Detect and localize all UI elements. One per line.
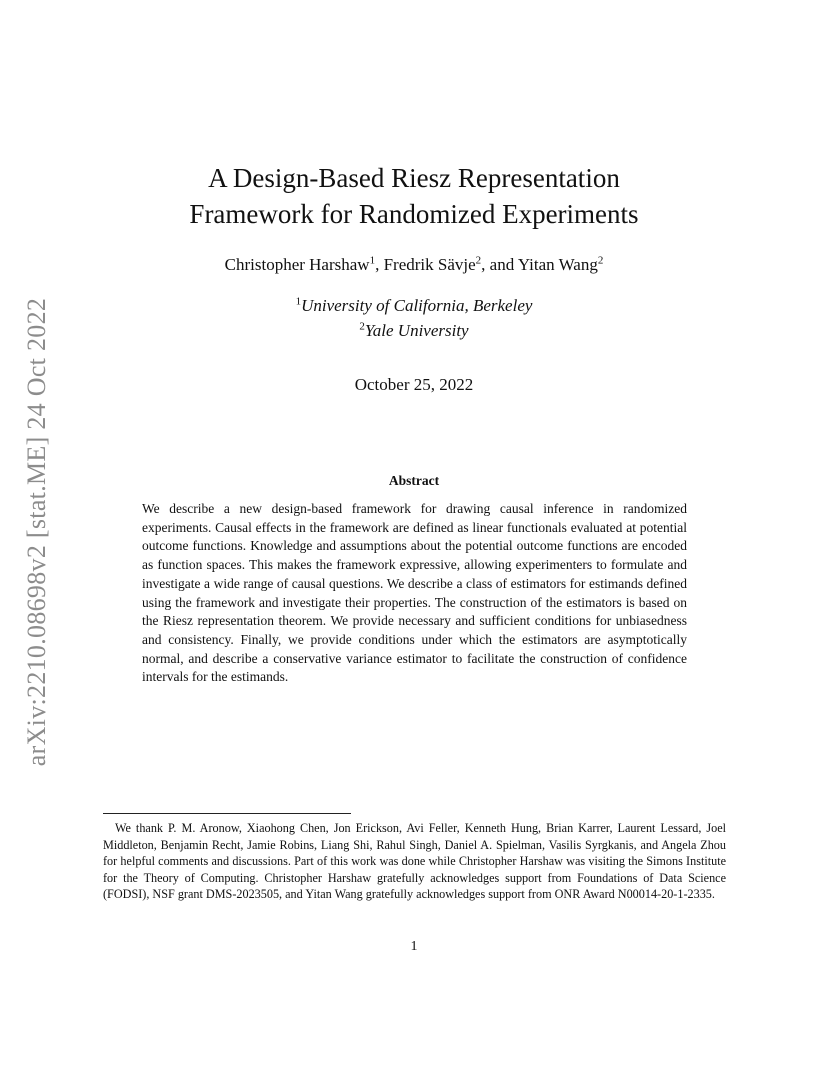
affiliation-2	[0, 320, 828, 342]
author-list	[0, 254, 828, 276]
affiliation-name: University of California, Berkeley	[301, 296, 533, 315]
paper-title	[0, 160, 828, 232]
author-separator: , and	[481, 255, 518, 274]
acknowledgement-footnote: We thank P. M. Aronow, Xiaohong Chen, Jon Erickson, Avi Feller, Kenneth Hung, Brian Karrer, Laurent Lessard, Joel Middleton, Benjamin Recht, Jamie Robins, Liang Shi, Rahul Singh, Daniel A. Spielman, Vasilis Syrgkanis, and Angela Zhou for helpful comments and discussions. Part of this work was done while Christopher Harshaw was visiting the Simons Institute for the Theory of Computing. Christopher Harshaw gratefully acknowledges support from Foundations of Data Science (FODSI), NSF grant DMS-2023505, and Yitan Wang gratefully acknowledges support from ONR Award N00014-20-1-2335.	[103, 821, 726, 901]
affiliation-1	[0, 295, 828, 317]
arxiv-identifier-stamp: arXiv:2210.08698v2 [stat.ME] 24 Oct 2022	[22, 297, 51, 767]
abstract-text: We describe a new design-based framework for drawing causal inference in randomized experiments. Causal effects in the framework are defined as linear functionals evaluated at potential outcome functions. Knowledge and assumptions about the potential outcome functions are encoded as function spaces. This makes the framework expressive, allowing experimenters to formulate and investigate a wide range of causal questions. We describe a class of estimators for estimands defined using the framework and investigate their properties. The construction of the estimators is based on the Riesz representation theorem. We provide necessary and sufficient conditions for unbiasedness and consistency. Finally, we provide conditions under which the estimators are asymptotically normal, and describe a conservative variance estimator to facilitate the construction of confidence intervals for the estimands.	[142, 501, 687, 685]
footnote-divider	[103, 813, 351, 814]
affiliation-name: Yale University	[364, 321, 469, 340]
title-line-2: Framework for Randomized Experiments	[189, 199, 639, 229]
paper-date: October 25, 2022	[354, 375, 474, 394]
affiliation-mark: 2	[597, 254, 604, 267]
author-name: Yitan Wang	[517, 255, 598, 274]
affiliation-mark: 2	[359, 320, 365, 333]
title-line-1: A Design-Based Riesz Representation	[208, 163, 620, 193]
affiliation-mark: 1	[369, 254, 376, 267]
abstract-heading: Abstract	[388, 473, 440, 488]
author-separator: ,	[375, 255, 384, 274]
affiliation-mark: 1	[295, 295, 302, 308]
affiliation-mark: 2	[475, 254, 482, 267]
author-name: Christopher Harshaw	[224, 255, 370, 274]
page-number: 1	[410, 939, 418, 954]
author-name: Fredrik Sävje	[383, 255, 476, 274]
